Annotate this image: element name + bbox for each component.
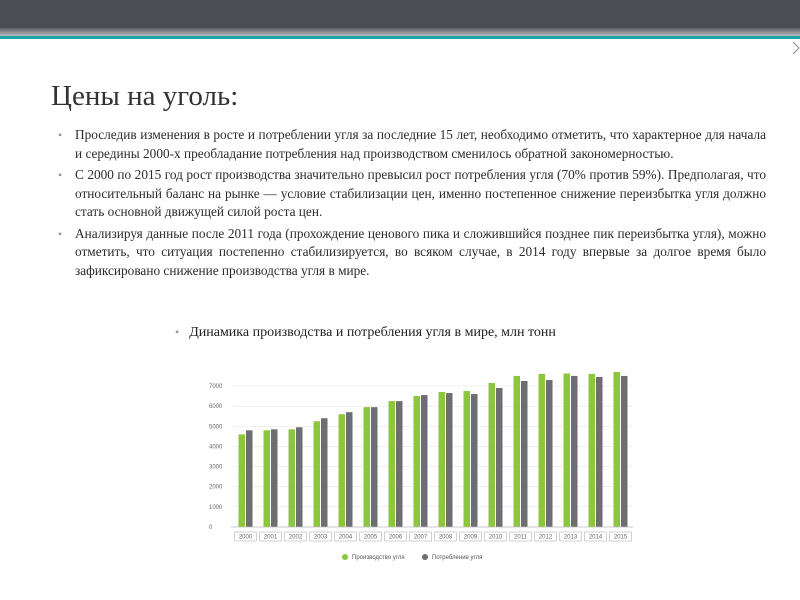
x-tick-label: 2011: [514, 534, 527, 541]
legend-marker: [342, 554, 348, 560]
y-tick-label: 1000: [209, 504, 223, 511]
y-tick-label: 2000: [209, 484, 223, 491]
bar: [339, 414, 346, 527]
bar: [546, 380, 553, 527]
corner-arrow-icon: [792, 41, 800, 55]
chart-caption: [175, 325, 556, 341]
bullet-item: [58, 126, 766, 163]
bar: [421, 395, 428, 527]
coal-chart: [195, 372, 635, 572]
x-tick-label: 2010: [488, 534, 503, 541]
x-tick-label: 2003: [313, 534, 328, 541]
bullet-text: Анализируя данные после 2011 года (прохождение ценового пика и сложившийся позднее пик переизбытка угля), можно отметить, что ситуация постепенно стабилизируется, во всяком случае, в 2014 году впервые за долгое время было зафиксировано снижение производства угля в мире.: [75, 225, 766, 278]
bar: [314, 421, 321, 527]
bar: [414, 396, 421, 527]
bar: [521, 381, 528, 527]
x-tick-label: 2012: [538, 534, 553, 541]
x-tick-label: 2006: [388, 534, 403, 541]
bar: [239, 434, 246, 527]
bar: [321, 418, 328, 527]
title-bar: [0, 0, 800, 28]
x-tick-label: 2013: [563, 534, 578, 541]
bullet-dot-icon: •: [58, 226, 63, 241]
bar: [614, 372, 621, 527]
x-tick-label: 2004: [338, 534, 353, 541]
bullet-item: [58, 166, 766, 222]
bar: [489, 383, 496, 527]
y-tick-label: 6000: [209, 404, 223, 411]
slide-title: Цены на уголь:: [51, 80, 239, 112]
y-tick-label: 5000: [209, 424, 223, 431]
bullet-text: Проследив изменения в роcте и потреблении угля за последние 15 лет, необходимо отметить, что характерное для начала и середины 2000-х преобладание потребления над производством сменилось обратной закономерностью.: [75, 127, 766, 161]
chart-caption-text: Динамика производства и потребления угля в мире, млн тонн: [189, 325, 556, 340]
bar: [621, 376, 628, 527]
bar: [571, 376, 578, 527]
x-tick-label: 2008: [438, 534, 453, 541]
bar: [371, 407, 378, 527]
bar: [264, 430, 271, 527]
x-tick-label: 2002: [288, 534, 303, 541]
bar: [471, 394, 478, 527]
accent-line: [0, 36, 800, 39]
bullet-item: [58, 225, 766, 281]
bar: [396, 401, 403, 527]
bar: [564, 374, 571, 527]
bullet-text: С 2000 по 2015 год рост производства значительно превысил рост потребления угля (70% против 59%). Предполагая, что относительный баланс на рынке — условие стабилизации цен, именно постепенное снижение переизбытка угля должно стать основной движущей силой роста цен.: [75, 167, 766, 219]
bar: [464, 391, 471, 527]
bar: [389, 401, 396, 527]
bar: [364, 407, 371, 527]
bar: [346, 412, 353, 527]
bar: [271, 429, 278, 527]
x-tick-label: 2000: [238, 534, 253, 541]
bullet-dot-icon: •: [58, 128, 63, 142]
bar: [446, 393, 453, 527]
legend-label: Потребление угля: [432, 555, 483, 561]
bar: [496, 388, 503, 527]
bar: [596, 377, 603, 527]
bar: [539, 374, 546, 527]
bar: [296, 427, 303, 527]
x-tick-label: 2007: [413, 534, 428, 541]
y-tick-label: 3000: [209, 464, 223, 471]
legend-label: Производство угля: [352, 555, 405, 561]
x-tick-label: 2009: [463, 534, 478, 541]
y-tick-label: 0: [209, 525, 213, 531]
bar: [589, 374, 596, 527]
x-tick-label: 2005: [363, 534, 378, 541]
bullet-dot-icon: •: [175, 325, 180, 339]
bar: [246, 430, 253, 527]
x-tick-label: 2014: [588, 534, 603, 541]
y-tick-label: 4000: [209, 444, 223, 451]
bullet-dot-icon: •: [58, 168, 63, 182]
title-bar-shade: [0, 28, 800, 36]
bar: [289, 429, 296, 527]
bullet-list: [58, 126, 766, 283]
y-tick-label: 7000: [209, 384, 223, 390]
legend-marker: [422, 554, 428, 560]
bar: [439, 392, 446, 527]
bar: [514, 376, 521, 527]
x-tick-label: 2015: [613, 534, 628, 541]
x-tick-label: 2001: [263, 534, 278, 541]
